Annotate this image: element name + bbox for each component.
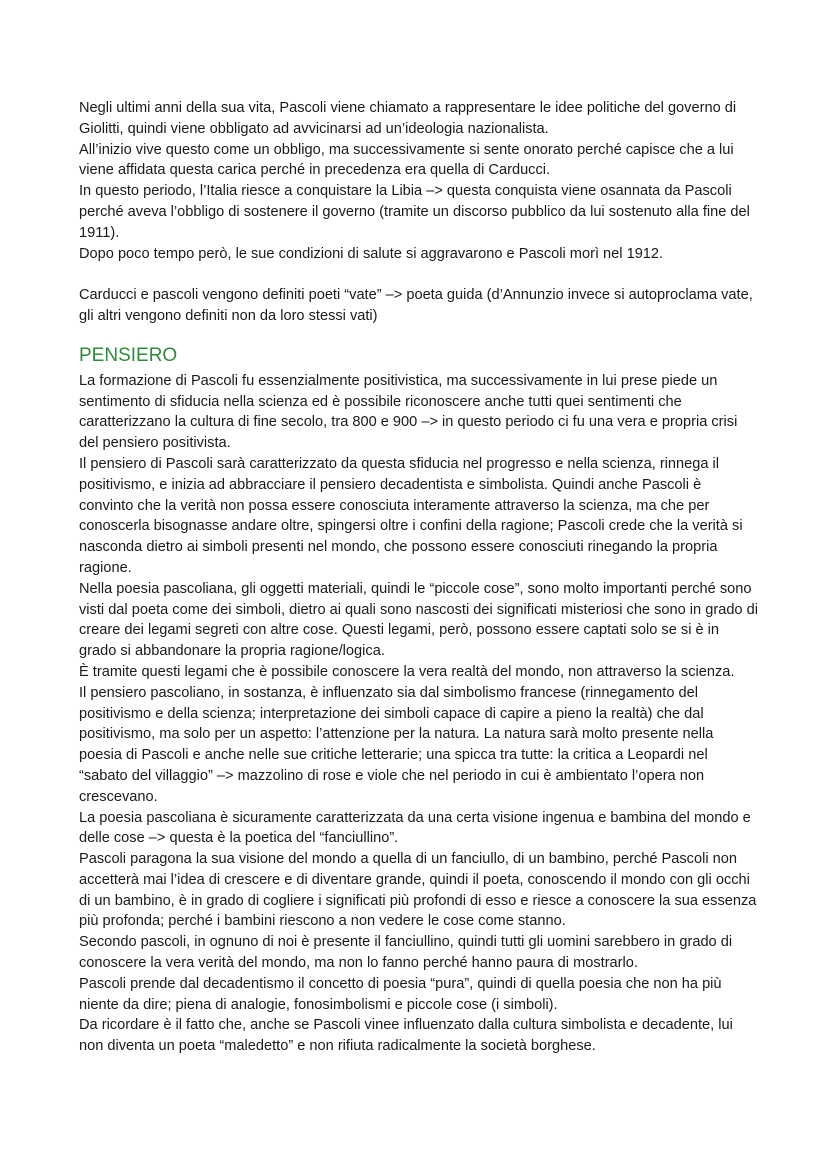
intro-paragraph-4: Dopo poco tempo però, le sue condizioni di salute si aggravarono e Pascoli morì nel 1912. <box>79 245 664 262</box>
section-heading: PENSIERO <box>79 344 178 366</box>
pensiero-paragraph-10: Da ricordare è il fatto che, anche se Pascoli vinee influenzato dalla cultura simbolista e decadente, lui non diventa un poeta “maledetto” e non rifiuta radicalmente la società borghese. <box>79 1017 733 1055</box>
pensiero-paragraph-6: La poesia pascoliana è sicuramente caratterizzata da una certa visione ingenua e bambina del mondo e delle cose –> questa è la poetica del “fanciullino”. <box>79 809 751 847</box>
paragraph-spacer <box>79 264 759 285</box>
pensiero-paragraph-2: Il pensiero di Pascoli sarà caratterizzato da questa sfiducia nel progresso e nella scienza, rinnega il positivismo, e inizia ad abbracciare il pensiero decadentista e simbolista. Quindi anche Pascoli è convinto che la verità non possa essere conosciuta interamente attraverso la scienza, ma che per conoscerla bisognasse andare oltre, spingersi oltre i confini della ragione; Pascoli crede che la verità si nasconda dietro ai simboli presenti nel mondo, che possono essere conosciuti rinegando la propria ragione. <box>79 455 743 576</box>
intro-paragraph-2: All’inizio vive questo come un obbligo, ma successivamente si sente onorato perché capisce che a lui viene affidata questa carica perché in precedenza era quella di Carducci. <box>79 141 734 179</box>
pensiero-paragraph-8: Secondo pascoli, in ognuno di noi è presente il fanciullino, quindi tutti gli uomini sarebbero in grado di conoscere la vera verità del mondo, ma non lo fanno perché hanno paura di mostrarlo. <box>79 934 733 972</box>
pensiero-paragraph-3: Nella poesia pascoliana, gli oggetti materiali, quindi le “piccole cose”, sono molto importanti perché sono visti dal poeta come dei simboli, dietro ai quali sono nascosti dei significati misteriosi che sono in grado di creare dei legami segreti con altre cose. Questi legami, però, possono essere captati solo se si è in grado si abbandonare la propria ragione/logica. <box>79 580 758 660</box>
pensiero-paragraph-4: È tramite questi legami che è possibile conoscere la vera realtà del mondo, non attraverso la scienza. <box>79 663 735 680</box>
intro-paragraph-3: In questo periodo, l’Italia riesce a conquistare la Libia –> questa conquista viene osannata da Pascoli perché aveva l’obbligo di sostenere il governo (tramite un discorso pubblico da lui sostenuto alla fine del 1911). <box>79 183 750 241</box>
pensiero-paragraph-9: Pascoli prende dal decadentismo il concetto di poesia “pura”, quindi di quella poesia che non ha più niente da dire; piena di analogie, fonosimbolismi e piccole cose (i simboli). <box>79 975 722 1013</box>
pensiero-paragraph-7: Pascoli paragona la sua visione del mondo a quella di un fanciullo, di un bambino, perché Pascoli non accetterà mai l’idea di crescere e di diventare grande, quindi il poeta, conoscendo il mondo con gli occhi di un bambino, è in grado di cogliere i significati più profondi di esso e riesce a conoscere la sua essenza più profonda; perché i bambini riescono a non vedere le cose come stanno. <box>79 851 757 930</box>
vate-paragraph: Carducci e pascoli vengono definiti poeti “vate” –> poeta guida (d’Annunzio invece si autoproclama vate, gli altri vengono definiti non da loro stessi vati) <box>79 287 753 324</box>
document-page <box>79 98 759 1057</box>
intro-paragraph-1: Negli ultimi anni della sua vita, Pascoli viene chiamato a rappresentare le idee politiche del governo di Giolitti, quindi viene obbligato ad avvicinarsi ad un’ideologia nazionalista. <box>79 100 737 137</box>
pensiero-paragraph-1: La formazione di Pascoli fu essenzialmente positivistica, ma successivamente in lui prese piede un sentimento di sfiducia nella scienza ed è possibile riconoscere anche tutti quei sentimenti che caratterizzano la cultura di fine secolo, tra 800 e 900 –> in questo periodo ci fu una vera e propria crisi del pensiero positivista. <box>79 372 738 452</box>
pensiero-paragraph-5: Il pensiero pascoliano, in sostanza, è influenzato sia dal simbolismo francese (rinnegamento del positivismo e della scienza; interpretazione dei simboli capace di capire a pieno la realtà) che dal positivismo, ma solo per un aspetto: l’attenzione per la natura. La natura sarà molto presente nella poesia di Pascoli e anche nelle sue critiche letterarie; una spicca tra tutte: la critica a Leopardi nel “sabato del villaggio” –> mazzolino di rose e viole che nel periodo in cui è ambientato l’opera non crescevano. <box>79 684 714 805</box>
